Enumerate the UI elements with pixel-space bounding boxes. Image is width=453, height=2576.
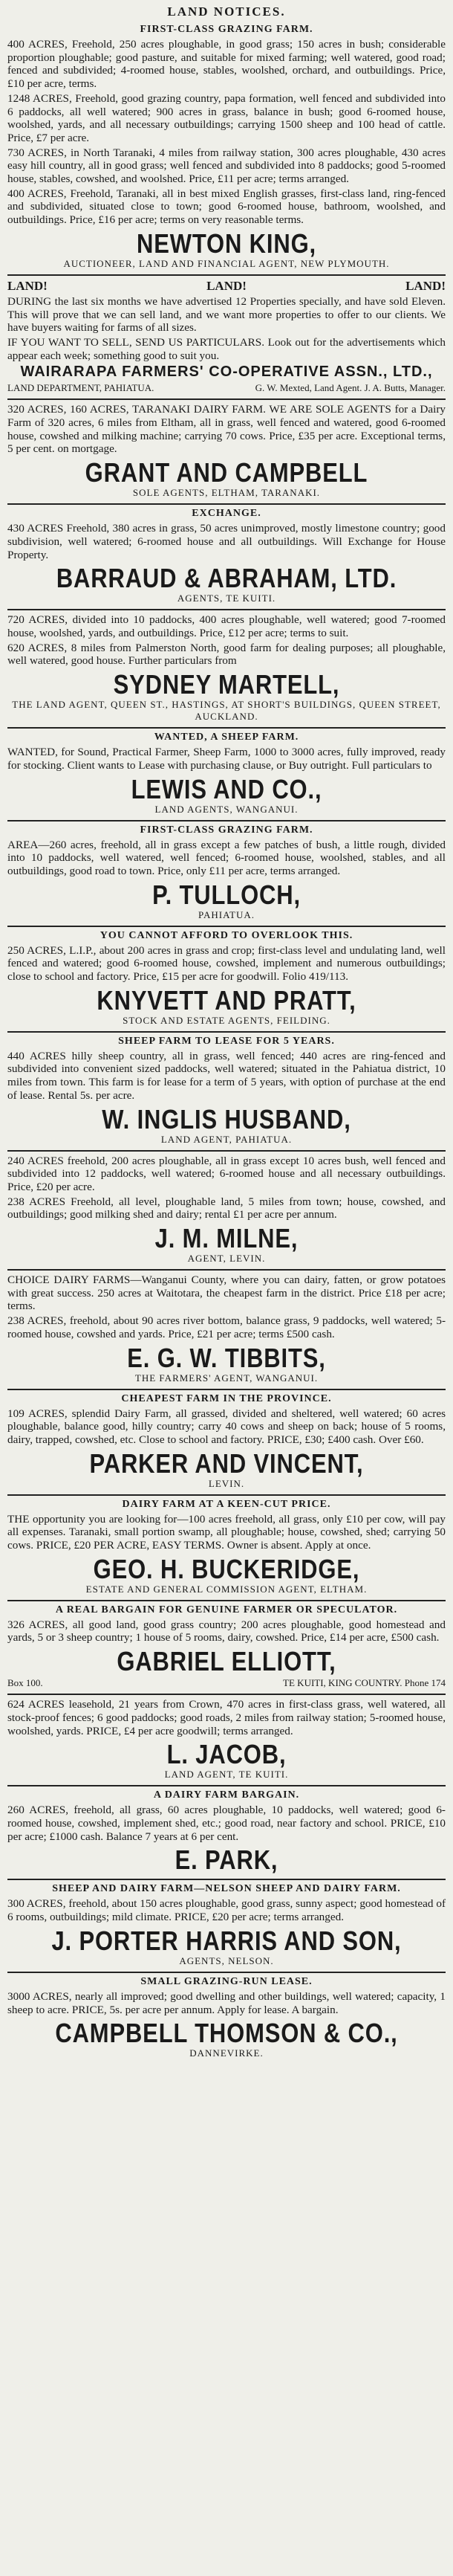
agent-block bbox=[7, 1447, 446, 1490]
ad-block bbox=[7, 1269, 446, 1384]
divider-rule bbox=[7, 609, 446, 610]
divider-rule bbox=[7, 398, 446, 400]
agent-detail: TE KUITI, KING COUNTRY. Phone 174 bbox=[283, 1677, 446, 1689]
divider-rule bbox=[7, 727, 446, 729]
agent-name: E. G. W. TIBBITS, bbox=[127, 1342, 326, 1373]
ad-paragraph: 400 ACRES, Freehold, 250 acres ploughable, in good grass; 150 acres in bush; considerable proportion ploughable; good pasture, and suitable for mixed farming; well watered, good road; fenced and subdivided; 4-roomed house, stables, woolshed, orchard, and outbuildings. Price, £10 per acre, terms. bbox=[7, 38, 446, 91]
ad-paragraph: THE opportunity you are looking for—100 acres freehold, all grass, only £10 per cow, will pay all expenses. Taranaki, small portion swamp, all ploughable; house, cowshed, shed; carrying 50 cows. PRICE, £20 PER ACRE, EASY TERMS. Owner is absent. Apply at once. bbox=[7, 1512, 446, 1552]
agent-block bbox=[7, 459, 446, 499]
agent-name: NEWTON KING, bbox=[137, 227, 316, 259]
agent-address: AUCTIONEER, LAND AND FINANCIAL AGENT, NEW PLYMOUTH. bbox=[63, 257, 390, 269]
ad-paragraph: AREA—260 acres, freehold, all in grass except a few patches of bush, a little rough, divided into 10 paddocks, well watered, well fenced; 6-roomed house, woolshed, stables, and all outbuildings, good road to town. Price, only £11 per acre, terms arranged. bbox=[7, 838, 446, 877]
agent-address: SOLE AGENTS, ELTHAM, TARANAKI. bbox=[132, 487, 321, 499]
agent-details-row bbox=[7, 382, 446, 394]
divider-rule bbox=[7, 1494, 446, 1496]
divider-rule bbox=[7, 1031, 446, 1033]
agent-name: KNYVETT AND PRATT, bbox=[97, 984, 356, 1016]
agent-address: LAND AGENT, PAHIATUA. bbox=[160, 1133, 293, 1145]
divider-rule bbox=[7, 274, 446, 276]
ad-block bbox=[7, 1494, 446, 1595]
agent-name: LEWIS AND CO., bbox=[131, 773, 322, 804]
agent-block bbox=[7, 1555, 446, 1595]
divider-rule bbox=[7, 1150, 446, 1152]
ad-paragraph: 238 ACRES, freehold, about 90 acres river bottom, balance grass, 9 paddocks, well watered; 5-roomed house, cowshed and yards. Price, £21 per acre; terms £500 cash. bbox=[7, 1314, 446, 1340]
ad-paragraph: 240 ACRES freehold, 200 acres ploughable, all in grass except 10 acres bush, well fenced and subdivided into 12 paddocks, well watered; 6-roomed house and all necessary outbuildings. Price, £20 per acre. bbox=[7, 1154, 446, 1193]
agent-name: J. PORTER HARRIS AND SON, bbox=[51, 1925, 402, 1956]
agent-detail: G. W. Mexted, Land Agent. J. A. Butts, Manager. bbox=[255, 382, 446, 394]
agent-name: L. JACOB, bbox=[166, 1739, 287, 1770]
divider-rule bbox=[7, 926, 446, 927]
agent-block bbox=[7, 1927, 446, 1967]
agent-address: DANNEVIRKE. bbox=[189, 2047, 264, 2059]
ad-paragraph: 3000 ACRES, nearly all improved; good dwelling and other buildings, well watered; capacity, 1 sheep to acre. PRICE, 5s. per acre per annum. Apply for lease. A bargain. bbox=[7, 1989, 446, 2016]
agent-address: LAND AGENT, TE KUITI. bbox=[164, 1769, 289, 1781]
ad-heading: EXCHANGE. bbox=[192, 508, 261, 520]
ad-heading: A DAIRY FARM BARGAIN. bbox=[153, 1789, 300, 1801]
ad-paragraph: 260 ACRES, freehold, all grass, 60 acres ploughable, 10 paddocks, well watered; good 6-roomed house, cowshed, implement shed, etc.; good road, near factory and school. PRICE, £10 per acre; £1000 cash. Balance 7 years at 6 per cent. bbox=[7, 1804, 446, 1843]
ad-block bbox=[7, 820, 446, 921]
agent-block bbox=[7, 984, 446, 1027]
ad-block bbox=[7, 1600, 446, 1689]
land-word: LAND! bbox=[206, 278, 247, 293]
agent-name: GEO. H. BUCKERIDGE, bbox=[93, 1553, 360, 1584]
ad-block bbox=[7, 1031, 446, 1146]
ad-heading: FIRST-CLASS GRAZING FARM. bbox=[140, 24, 313, 35]
agent-details-row bbox=[7, 1677, 446, 1689]
ad-block bbox=[7, 503, 446, 604]
divider-rule bbox=[7, 1389, 446, 1390]
ad-block bbox=[7, 1694, 446, 1781]
ad-block bbox=[7, 24, 446, 270]
divider-rule bbox=[7, 1785, 446, 1786]
ad-heading: FIRST-CLASS GRAZING FARM. bbox=[140, 824, 313, 836]
agent-address: ESTATE AND GENERAL COMMISSION AGENT, ELTHAM. bbox=[85, 1583, 368, 1595]
agent-name: GRANT AND CAMPBELL bbox=[85, 457, 368, 488]
agent-address: THE FARMERS' AGENT, WANGANUI. bbox=[134, 1372, 319, 1384]
ad-paragraph: WANTED, for Sound, Practical Farmer, Sheep Farm, 1000 to 3000 acres, fully improved, ready for stocking. Client wants to Lease with purchasing clause, or Buy outright. Full particulars to bbox=[7, 746, 446, 772]
ad-heading: SMALL GRAZING-RUN LEASE. bbox=[140, 1975, 313, 1987]
agent-block bbox=[7, 1105, 446, 1146]
ad-paragraph: 620 ACRES, 8 miles from Palmerston North, good farm for dealing purposes; all ploughable, well watered, good house. Further particulars from bbox=[7, 641, 446, 668]
ad-block bbox=[7, 398, 446, 499]
agent-block bbox=[7, 881, 446, 921]
agent-block bbox=[7, 1846, 446, 1874]
ad-paragraph: 238 ACRES Freehold, all level, ploughable land, 5 miles from town; house, cowshed, and outbuildings; good milking shed and dairy; rental £1 per acre per annum. bbox=[7, 1195, 446, 1221]
agent-address: LEVIN. bbox=[208, 1477, 245, 1489]
agent-address: STOCK AND ESTATE AGENTS, FEILDING. bbox=[123, 1014, 330, 1026]
agent-name: CAMPBELL THOMSON & CO., bbox=[55, 2018, 398, 2049]
ad-block bbox=[7, 1785, 446, 1874]
ad-heading: DAIRY FARM AT A KEEN-CUT PRICE. bbox=[122, 1498, 331, 1510]
ads-list bbox=[7, 24, 446, 2059]
ad-paragraph: 320 ACRES, 160 ACRES, TARANAKI DAIRY FARM. WE ARE SOLE AGENTS for a Dairy Farm of 320 acres, 6 miles from Eltham, all in grass, well fenced and watered, good 6-roomed house, cowshed and milking machine; carrying 70 cows. Price, £35 per acre. Exceptional terms, 5 per cent. on mortgage. bbox=[7, 403, 446, 456]
agent-block bbox=[7, 775, 446, 816]
agent-name: GABRIEL ELLIOTT, bbox=[117, 1646, 336, 1677]
ad-block bbox=[7, 727, 446, 815]
ad-heading: CHEAPEST FARM IN THE PROVINCE. bbox=[121, 1392, 332, 1404]
agent-address: AGENTS, NELSON. bbox=[179, 1954, 274, 1966]
divider-rule bbox=[7, 1879, 446, 1880]
ad-block bbox=[7, 274, 446, 395]
ad-heading: WANTED, A SHEEP FARM. bbox=[154, 732, 299, 743]
ad-paragraph: 326 ACRES, all good land, good grass country; 200 acres ploughable, good homestead and yards, 5 or 3 sheep country; 1 house of 5 rooms, dairy, cowshed. Price, £14 per acre, £500 cash. bbox=[7, 1618, 446, 1644]
agent-name: E. PARK, bbox=[175, 1844, 278, 1876]
divider-rule bbox=[7, 820, 446, 821]
ad-heading: YOU CANNOT AFFORD TO OVERLOOK THIS. bbox=[100, 929, 353, 941]
agent-block bbox=[7, 564, 446, 604]
association-banner: WAIRARAPA FARMERS' CO-OPERATIVE ASSN., LTD., bbox=[20, 364, 433, 381]
ad-heading: SHEEP AND DAIRY FARM—NELSON SHEEP AND DAIRY FARM. bbox=[52, 1883, 401, 1895]
ad-paragraph: 720 ACRES, divided into 10 paddocks, 400 acres ploughable, well watered; good 7-roomed house, woolshed, yards, and outbuildings. Price, £12 per acre; terms to suit. bbox=[7, 613, 446, 639]
agent-name: W. INGLIS HUSBAND, bbox=[102, 1103, 351, 1134]
ad-paragraph: 430 ACRES Freehold, 380 acres in grass, 50 acres unimproved, mostly limestone country; good subdivision, well watered; 6-roomed house and all outbuildings. Will Exchange for House Property. bbox=[7, 522, 446, 561]
ad-paragraph: CHOICE DAIRY FARMS—Wanganui County, where you can dairy, fatten, or grow potatoes with great success. 250 acres at Waitotara, the cheapest farm in the district. Price £18 per acre; terms. bbox=[7, 1274, 446, 1313]
ad-heading: A REAL BARGAIN FOR GENUINE FARMER OR SPECULATOR. bbox=[55, 1604, 398, 1615]
divider-rule bbox=[7, 1972, 446, 1973]
agent-address: AGENT, LEVIN. bbox=[187, 1253, 266, 1265]
agent-block bbox=[7, 2019, 446, 2059]
agent-address: LAND AGENTS, WANGANUI. bbox=[154, 803, 299, 815]
ad-paragraph: 730 ACRES, in North Taranaki, 4 miles from railway station, 300 acres ploughable, 430 acres easy hill country, all in good grass; well fenced and subdivided into 8 paddocks; good 5-roomed house, stables, cowshed, and woolshed. Price, £11 per acre; terms arranged. bbox=[7, 146, 446, 186]
ad-paragraph: IF YOU WANT TO SELL, SEND US PARTICULARS. Look out for the advertisements which appear each week; something good to suit you. bbox=[7, 335, 446, 362]
ad-paragraph: 440 ACRES hilly sheep country, all in grass, well fenced; 440 acres are ring-fenced and subdivided into convenient sized paddocks, well watered; situated in the Pahiatua district, 10 miles from town. This farm is for lease for a term of 5 years, with option of purchase at the end of lease. Rental 5s. per acre. bbox=[7, 1049, 446, 1102]
ad-paragraph: 624 ACRES leasehold, 21 years from Crown, 470 acres in first-class grass, well watered, all stock-proof fences; 6 good paddocks; good roads, 2 miles from railway station; 5-roomed house, woolshed, yards. PRICE, £4 per acre goodwill; terms arranged. bbox=[7, 1698, 446, 1737]
agent-detail: LAND DEPARTMENT, PAHIATUA. bbox=[7, 382, 154, 394]
agent-name: P. TULLOCH, bbox=[152, 879, 301, 910]
agent-detail: Box 100. bbox=[7, 1677, 43, 1689]
agent-block bbox=[7, 1740, 446, 1781]
ad-paragraph: 400 ACRES, Freehold, Taranaki, all in best mixed English grasses, first-class land, ring-fenced and subdivided, situated close to town; good 6-roomed house, bathroom, woolshed, and outbuildings. Price, £16 per acre; terms on very reasonable terms. bbox=[7, 187, 446, 227]
divider-rule bbox=[7, 1694, 446, 1695]
agent-address: THE LAND AGENT, QUEEN ST., HASTINGS, AT SHORT'S BUILDINGS, QUEEN STREET, AUCKLAND. bbox=[12, 699, 441, 723]
agent-address: AGENTS, TE KUITI. bbox=[177, 593, 276, 604]
land-word: LAND! bbox=[405, 278, 446, 293]
column-title: LAND NOTICES. bbox=[167, 4, 286, 19]
land-row bbox=[7, 279, 446, 294]
agent-block bbox=[7, 1224, 446, 1265]
ad-block bbox=[7, 1879, 446, 1966]
divider-rule bbox=[7, 503, 446, 505]
ad-block bbox=[7, 1150, 446, 1265]
ad-paragraph: 300 ACRES, freehold, about 150 acres ploughable, good grass, sunny aspect; good homestead of 6 rooms, outbuildings; mild climate. PRICE, £20 per acre; terms arranged. bbox=[7, 1897, 446, 1924]
agent-block bbox=[7, 1344, 446, 1384]
ad-heading: SHEEP FARM TO LEASE FOR 5 YEARS. bbox=[118, 1035, 335, 1047]
agent-name: BARRAUD & ABRAHAM, LTD. bbox=[56, 563, 397, 594]
divider-rule bbox=[7, 1600, 446, 1601]
agent-block bbox=[7, 227, 446, 270]
agent-name: SYDNEY MARTELL, bbox=[113, 669, 340, 700]
land-word: LAND! bbox=[7, 278, 48, 293]
ad-block bbox=[7, 926, 446, 1027]
agent-name: PARKER AND VINCENT, bbox=[89, 1447, 364, 1479]
ad-block bbox=[7, 1972, 446, 2059]
ad-paragraph: 1248 ACRES, Freehold, good grazing country, papa formation, well fenced and subdivided into 6 paddocks, all well watered; 900 acres in grass, balance in bush; good 6-roomed house, woolshed, yards, and all necessary outbuildings; carrying 1500 sheep and 100 head of cattle. Price, £7 per acre. bbox=[7, 91, 446, 144]
ad-block bbox=[7, 1389, 446, 1490]
agent-name: J. M. MILNE, bbox=[154, 1223, 299, 1254]
divider-rule bbox=[7, 1269, 446, 1271]
agent-address: PAHIATUA. bbox=[198, 908, 255, 920]
ad-paragraph: 250 ACRES, L.I.P., about 200 acres in grass and crop; first-class level and undulating land, well fenced and watered; good 6-roomed house, cowshed, implement and numerous outbuildings; close to school and factory. Price, £15 per acre for goodwill. Folio 419/113. bbox=[7, 943, 446, 984]
ad-paragraph: 109 ACRES, splendid Dairy Farm, all grassed, divided and sheltered, well watered; 60 acres ploughable, balance good, hilly country; carry 40 cows and sheep on back; house of 5 rooms, dairy, trapped, cowshed, etc. Close to school and factory. PRICE, £30; £400 cash. Over £60. bbox=[7, 1407, 446, 1446]
agent-block bbox=[7, 1647, 446, 1676]
ad-block bbox=[7, 609, 446, 723]
agent-block bbox=[7, 671, 446, 723]
ad-paragraph: DURING the last six months we have advertised 12 Properties specially, and have sold Eleven. This will prove that we can sell land, and we want more properties to offer to our clients. We have buyers waiting for farms of all sizes. bbox=[7, 294, 446, 335]
